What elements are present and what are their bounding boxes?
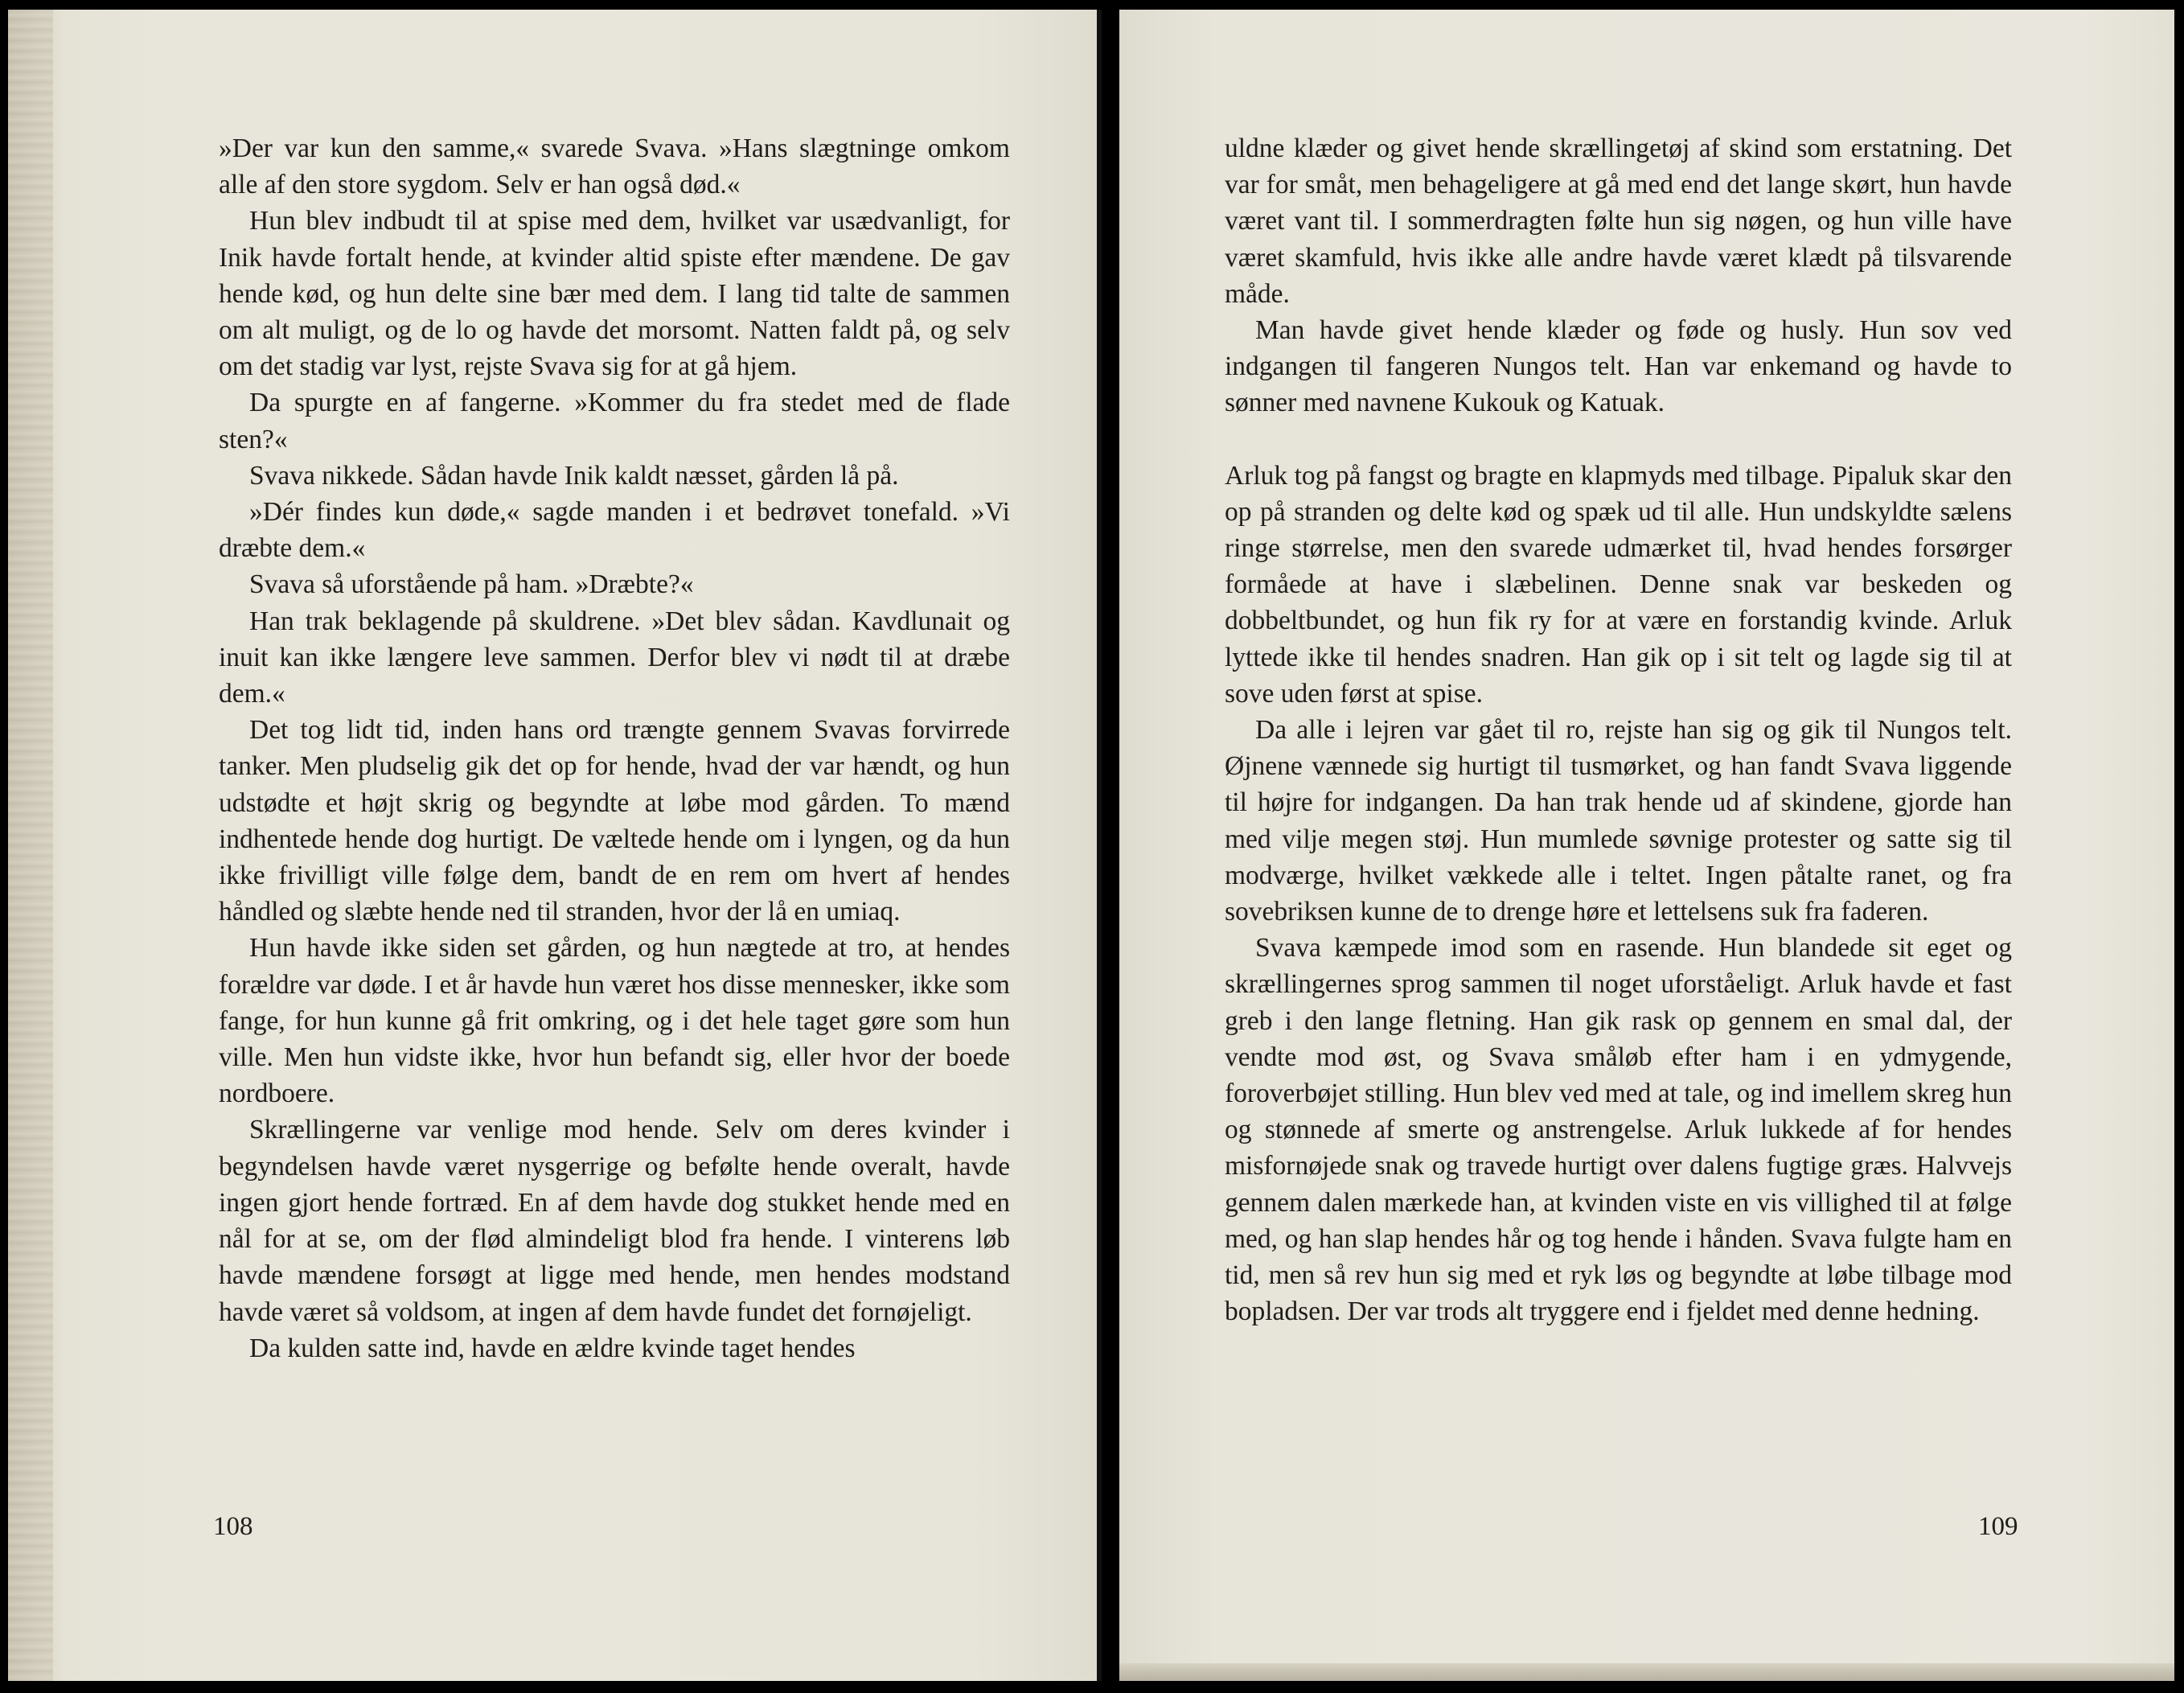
page-bottom-edge <box>1119 1663 2174 1681</box>
page-number: 109 <box>1978 1512 2018 1541</box>
paragraph: Da kulden satte ind, havde en ældre kvinde taget hendes <box>249 1333 856 1363</box>
paragraph: »Der var kun den samme,« svarede Svava. »Hans slægtninge omkom alle af den store sygdom. Selv er han også død.« <box>219 134 1010 200</box>
paragraph: Hun blev indbudt til at spise med dem, hvilket var usædvanligt, for Inik havde fortalt hende, at kvinder altid spiste efter mændene. De gav hende kød, og hun delte sine bær med dem. I lang tid talte de sammen om alt muligt, og de lo og havde det morsomt. Natten faldt på, og selv om det stadig var lyst, rejste Svava sig for at gå hjem. <box>219 206 1010 382</box>
paragraph: Hun havde ikke siden set gården, og hun nægtede at tro, at hendes forældre var døde. I et år havde hun været hos disse mennesker, ikke som fange, for hun kunne gå frit omkring, og i det hele taget gøre som hun ville. Men hun vidste ikke, hvor hun befandt sig, eller hvor der boede nordboere. <box>219 933 1010 1109</box>
paragraph: »Dér findes kun døde,« sagde manden i et bedrøvet tonefald. »Vi dræbte dem.« <box>219 497 1010 564</box>
paragraph: Det tog lidt tid, inden hans ord trængte gennem Svavas forvirrede tanker. Men pludselig gik det op for hende, hvad der var hændt, og hun udstødte et højt skrig og begyndte at løbe mod gården. To mænd indhentede hende dog hurtigt. De væltede hende om i lyngen, og da hun ikke frivilligt ville følge dem, bandt de en rem om hvert af hendes håndled og slæbte hende ned til stranden, hvor der lå en umiaq. <box>219 715 1010 927</box>
paragraph: Svava så uforstående på ham. »Dræbte?« <box>249 569 694 600</box>
paragraph: Da spurgte en af fangerne. »Kommer du fra stedet med de flade sten?« <box>219 388 1010 454</box>
left-page-text <box>219 130 1010 1366</box>
page-number: 108 <box>213 1512 253 1541</box>
paragraph: Man havde givet hende klæder og føde og husly. Hun sov ved indgangen til fangeren Nungos telt. Han var enkemand og havde to sønner med navnene Kukouk og Katuak. <box>1225 315 2012 418</box>
right-page-text <box>1225 130 2012 1330</box>
left-page <box>8 10 1102 1681</box>
right-page <box>1119 10 2174 1681</box>
paragraph: Han trak beklagende på skuldrene. »Det blev sådan. Kavdlunait og inuit kan ikke længere leve sammen. Derfor blev vi nødt til at dræbe dem.« <box>219 606 1010 709</box>
paragraph: Skrællingerne var venlige mod hende. Selv om deres kvinder i begyndelsen havde været nysgerrige og befølte hende overalt, havde ingen gjort hende fortræd. En af dem havde dog stukket hende med en nål for at se, om der flød almindeligt blod fra hende. I vinterens løb havde mændene forsøgt at ligge med hende, men hendes modstand havde været så voldsom, at ingen af dem havde fundet det fornøjeligt. <box>219 1115 1010 1327</box>
paragraph: Svava kæmpede imod som en rasende. Hun blandede sit eget og skrællingernes sprog sammen til noget uforståeligt. Arluk havde et fast greb i den lange fletning. Han gik rask op gennem en smal dal, der vendte mod øst, og Svava småløb efter ham i en ydmygende, foroverbøjet stilling. Hun blev ved med at tale, og ind imellem skreg hun og stønnede af smerte og anstrengelse. Arluk lukkede af for hendes misfornøjede snak og travede hurtigt over dalens fugtige græs. Halvvejs gennem dalen mærkede han, at kvinden viste en vis villighed til at følge med, og han slap hendes hår og tog hende i hånden. Svava fulgte ham en tid, men så rev hun sig med et ryk løs og begyndte at løbe tilbage mod bopladsen. Der var trods alt tryggere end i fjeldet med denne hedning. <box>1225 933 2012 1327</box>
page-spine-edge <box>8 10 53 1681</box>
paragraph: Svava nikkede. Sådan havde Inik kaldt næsset, gården lå på. <box>249 460 899 491</box>
section-start-paragraph: Arluk tog på fangst og bragte en klapmyds med tilbage. Pipaluk skar den op på stranden og delte kød og spæk ud til alle. Hun undskyldte sælens ringe størrelse, men den svarede udmærket til, hvad hendes forsørger formåede at have i slæbelinen. Denne snak var beskeden og dobbeltbundet, og hun fik ry for at være en forstandig kvinde. Arluk lyttede ikke til hendes snadren. Han gik op i sit telt og lagde sig til at sove uden først at spise. <box>1225 460 2012 709</box>
paragraph: uldne klæder og givet hende skrællingetøj af skind som erstatning. Det var for småt, men behageligere at gå med end det lange skørt, hun havde været vant til. I sommerdragten følte hun sig nøgen, og hun ville have været skamfuld, hvis ikke alle andre havde været klædt på tilsvarende måde. <box>1225 134 2012 309</box>
paragraph: Da alle i lejren var gået til ro, rejste han sig og gik til Nungos telt. Øjnene vænnede sig hurtigt til tusmørket, og han fandt Svava liggende til højre for indgangen. Da han trak hende ud af skindene, gjorde han med vilje megen støj. Hun mumlede søvnige protester og satte sig til modværge, hvilket vækkede alle i teltet. Ingen påtalte ranet, og fra sovebriksen kunne de to drenge høre et lettelsens suk fra faderen. <box>1225 715 2012 927</box>
